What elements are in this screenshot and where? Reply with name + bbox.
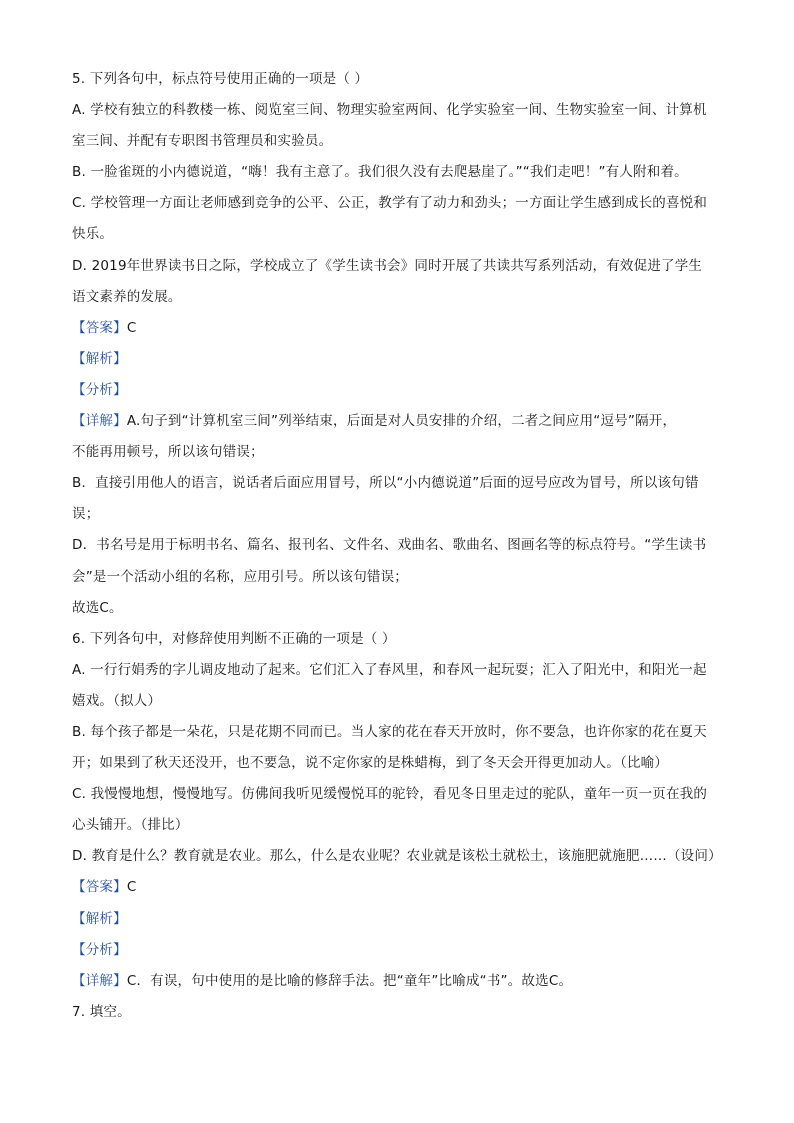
q6-option-b: B. 每个孩子都是一朵花，只是花期不同而已。当人家的花在春天开放时，你不要急，也许你家的花在夏天 <box>72 723 707 740</box>
q6-answer: 【答案】C <box>72 879 137 896</box>
q6-option-c: C. 我慢慢地想，慢慢地写。仿佛间我听见缓慢悦耳的驼铃，看见冬日里走过的驼队，童年一页一页在我的 <box>72 786 708 803</box>
q5-detail-a-cont: 不能再用顿号，所以该句错误； <box>72 444 264 461</box>
q5-conclusion: 故选C。 <box>72 599 123 616</box>
q5-detail-d-cont: 会”是一个活动小组的名称，应用引号。所以该句错误； <box>72 568 408 585</box>
section-heading-label: 【分析】 <box>72 381 127 398</box>
q6-detail: 【详解】C．有误，句中使用的是比喻的修辞手法。把“童年”比喻成“书”。故选C。 <box>72 972 573 989</box>
q5-option-d-cont: 语文素养的发展。 <box>72 288 182 305</box>
section-heading-label: 【答案】 <box>72 879 127 896</box>
document-page <box>72 64 724 1028</box>
section-heading-label: 【详解】 <box>72 413 127 430</box>
q5-option-b: B. 一脸雀斑的小内德说道，“嗨！我有主意了。我们很久没有去爬悬崖了。”“我们走吧！”有人附和着。 <box>72 164 688 181</box>
q6-option-b-cont: 开；如果到了秋天还没开，也不要急，说不定你家的是株蜡梅，到了冬天会开得更加动人。（比喻） <box>72 755 669 772</box>
section-heading-label: 【解析】 <box>72 350 127 367</box>
q5-analysis-heading <box>72 344 724 375</box>
q6-option-a: A. 一行行娟秀的字儿调皮地动了起来。它们汇入了春风里，和春风一起玩耍；汇入了阳光中，和阳光一起 <box>72 661 707 678</box>
q5-detail-b: B．直接引用他人的语言，说话者后面应用冒号，所以“小内德说道”后面的逗号应改为冒号，所以该句错 <box>72 475 699 492</box>
q6-analysis-heading <box>72 904 724 935</box>
question-6-stem: 6. 下列各句中，对修辞使用判断不正确的一项是（ ） <box>72 630 396 647</box>
q5-detail-d: D．书名号是用于标明书名、篇名、报刊名、文件名、戏曲名、歌曲名、图画名等的标点符号。“学生读书 <box>72 537 707 554</box>
question-7-stem: 7. 填空。 <box>72 1003 131 1020</box>
q6-option-d: D. 教育是什么？教育就是农业。那么，什么是农业呢？农业就是该松土就松土，该施肥就施肥……（设问） <box>72 848 722 865</box>
q5-option-a-cont: 室三间、并配有专职图书管理员和实验员。 <box>72 133 333 150</box>
q5-answer: 【答案】C <box>72 319 137 336</box>
q6-option-a-cont: 嬉戏。（拟人） <box>72 692 162 709</box>
section-heading-label: 【详解】 <box>72 972 127 989</box>
section-heading-label: 【答案】 <box>72 319 127 336</box>
q6-option-c-cont: 心头铺开。（排比） <box>72 817 189 834</box>
section-heading-label: 【解析】 <box>72 910 127 927</box>
q5-option-c-cont: 快乐。 <box>72 226 114 243</box>
q5-fenxi-heading <box>72 375 724 406</box>
q5-detail-b-cont: 误； <box>72 506 100 523</box>
q5-option-c: C. 学校管理一方面让老师感到竞争的公平、公正，教学有了动力和劲头；一方面让学生感到成长的喜悦和 <box>72 195 708 212</box>
q5-option-d: D. 2019年世界读书日之际，学校成立了《学生读书会》同时开展了共读共写系列活动，有效促进了学生 <box>72 257 703 274</box>
q6-fenxi-heading <box>72 935 724 966</box>
q5-option-a: A. 学校有独立的科教楼一栋、阅览室三间、物理实验室两间、化学实验室一间、生物实验室一间、计算机 <box>72 102 707 119</box>
q5-detail-a: 【详解】A.句子到“计算机室三间”列举结束，后面是对人员安排的介绍，二者之间应用“逗号”隔开， <box>72 413 677 430</box>
section-heading-label: 【分析】 <box>72 941 127 958</box>
question-5-stem: 5. 下列各句中，标点符号使用正确的一项是（ ） <box>72 71 369 87</box>
